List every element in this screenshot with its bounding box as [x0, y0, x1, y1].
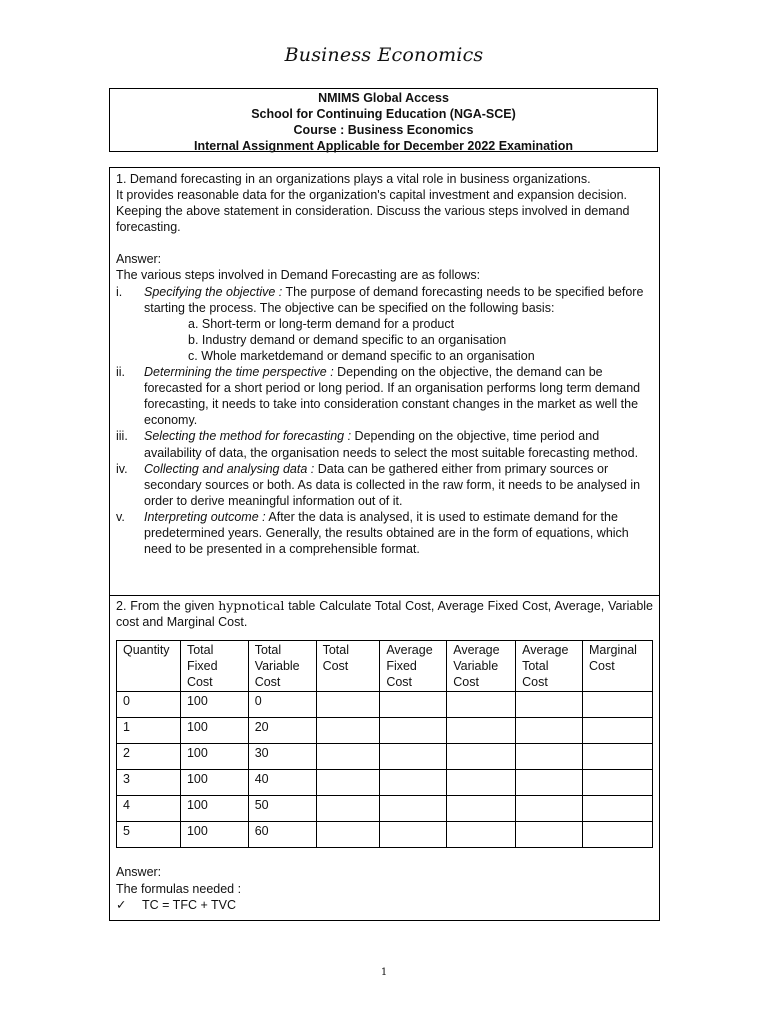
- q2-question-part1: 2. From the given: [116, 599, 219, 613]
- table-cell: [316, 822, 380, 848]
- column-header: Quantity: [117, 641, 181, 692]
- table-cell: [316, 744, 380, 770]
- table-cell: 100: [180, 796, 248, 822]
- step-text: After the data is analysed, it is used to estimate demand for the predetermined years. Generally, the results obtained are in the form of equations, which need to be presented in a comprehensible format.: [144, 509, 629, 557]
- table-cell: 30: [248, 744, 316, 770]
- step-item: [116, 509, 653, 557]
- q2-question-word: hypnotical: [218, 598, 285, 613]
- table-cell: [380, 822, 447, 848]
- table-cell: [316, 770, 380, 796]
- step-title: Interpreting outcome :: [144, 509, 266, 524]
- step-number: i.: [116, 284, 123, 299]
- table-cell: [583, 822, 653, 848]
- step-text: Depending on the objective, time period and availability of data, the organisation needs to select the most suitable forecasting method.: [144, 429, 639, 460]
- cost-table: [116, 640, 653, 848]
- step-number: iv.: [116, 461, 128, 476]
- table-cell: [583, 718, 653, 744]
- table-cell: 1: [117, 718, 181, 744]
- assignment-header: [109, 88, 658, 152]
- column-header: Average Variable Cost: [447, 641, 516, 692]
- table-row: [117, 796, 653, 822]
- q2-formulas-intro: The formulas needed :: [116, 881, 242, 896]
- table-cell: [516, 744, 583, 770]
- table-cell: [316, 692, 380, 718]
- step-number: iii.: [116, 429, 128, 444]
- step-title: Specifying the objective :: [144, 284, 283, 299]
- step-number: ii.: [116, 365, 126, 380]
- table-cell: 100: [180, 692, 248, 718]
- q1-question-line3: Keeping the above statement in consideration. Discuss the various steps involved in demand forecasting.: [116, 204, 630, 235]
- table-cell: 20: [248, 718, 316, 744]
- header-course: Course : Business Economics: [293, 123, 474, 137]
- column-header: Average Total Cost: [516, 641, 583, 692]
- table-cell: [316, 718, 380, 744]
- step-item: [116, 364, 653, 428]
- table-cell: 100: [180, 770, 248, 796]
- table-cell: [583, 796, 653, 822]
- step-number: v.: [116, 509, 125, 524]
- table-cell: [583, 744, 653, 770]
- table-cell: 40: [248, 770, 316, 796]
- table-row: [117, 692, 653, 718]
- table-cell: 50: [248, 796, 316, 822]
- header-school: School for Continuing Education (NGA-SCE): [251, 107, 516, 121]
- q1-answer-label: Answer:: [116, 252, 162, 267]
- table-cell: [516, 796, 583, 822]
- sub-item: b. Industry demand or demand specific to an organisation: [188, 332, 507, 347]
- step-item: [116, 428, 653, 460]
- table-cell: 2: [117, 744, 181, 770]
- step-text: The purpose of demand forecasting needs to be specified before starting the process. The objective can be specified on the following basis:: [144, 284, 644, 315]
- q2-question: [116, 598, 653, 630]
- header-institution: NMIMS Global Access: [318, 91, 449, 105]
- column-header: Marginal Cost: [583, 641, 653, 692]
- table-cell: [583, 692, 653, 718]
- formula-item: [116, 897, 653, 913]
- table-cell: 60: [248, 822, 316, 848]
- table-cell: 3: [117, 770, 181, 796]
- table-cell: [516, 822, 583, 848]
- table-row: [117, 770, 653, 796]
- table-cell: [447, 692, 516, 718]
- table-cell: [447, 796, 516, 822]
- table-cell: [516, 770, 583, 796]
- table-cell: [516, 718, 583, 744]
- table-cell: 100: [180, 822, 248, 848]
- table-cell: [380, 796, 447, 822]
- table-cell: 0: [117, 692, 181, 718]
- page-title: Business Economics: [284, 44, 484, 66]
- question-1-box: [109, 167, 660, 596]
- q1-intro: The various steps involved in Demand Forecasting are as follows:: [116, 268, 481, 283]
- step-title: Selecting the method for forecasting :: [144, 429, 352, 444]
- sub-item: a. Short-term or long-term demand for a product: [188, 316, 455, 331]
- header-exam: Internal Assignment Applicable for December 2022 Examination: [193, 139, 574, 153]
- column-header: Total Variable Cost: [248, 641, 316, 692]
- question-2-box: [109, 595, 660, 921]
- q2-answer-label: Answer:: [116, 865, 162, 880]
- table-row: [117, 822, 653, 848]
- step-item: [116, 461, 653, 509]
- column-header: Total Cost: [316, 641, 380, 692]
- table-cell: [380, 744, 447, 770]
- page-number: 1: [380, 967, 388, 978]
- formula-text: TC = TFC + TVC: [142, 897, 237, 912]
- table-cell: [380, 692, 447, 718]
- table-cell: 5: [117, 822, 181, 848]
- table-cell: [316, 796, 380, 822]
- table-cell: [380, 718, 447, 744]
- table-cell: [380, 770, 447, 796]
- table-cell: 100: [180, 718, 248, 744]
- step-title: Determining the time perspective :: [144, 365, 334, 380]
- table-cell: [447, 822, 516, 848]
- step-text: Data can be gathered either from primary sources or secondary sources or both. As data is collected in the raw form, it needs to be analysed in order to derive meaningful information out of it.: [144, 461, 641, 508]
- table-cell: [447, 770, 516, 796]
- q2-question-part2: table Calculate Total Cost, Average Fixed Cost, Average, Variable cost and Marginal Cost.: [116, 599, 653, 630]
- table-cell: [516, 692, 583, 718]
- sub-item: c. Whole marketdemand or demand specific to an organisation: [188, 348, 535, 363]
- table-cell: 4: [117, 796, 181, 822]
- table-header-row: [117, 641, 653, 692]
- table-row: [117, 744, 653, 770]
- q1-question-line2: It provides reasonable data for the organization's capital investment and expansion decision.: [116, 188, 628, 203]
- table-cell: [447, 718, 516, 744]
- step-title: Collecting and analysing data :: [144, 461, 315, 476]
- table-row: [117, 718, 653, 744]
- table-cell: 100: [180, 744, 248, 770]
- step-item: [116, 284, 653, 364]
- table-cell: [583, 770, 653, 796]
- column-header: Total Fixed Cost: [180, 641, 248, 692]
- table-cell: [447, 744, 516, 770]
- column-header: Average Fixed Cost: [380, 641, 447, 692]
- checkmark-icon: ✓: [116, 897, 127, 912]
- step-text: Depending on the objective, the demand can be forecasted for a short period or long period. If an organisation performs long term demand forecasting, it needs to take into consideration constant changes in the market as well the economy.: [144, 365, 641, 428]
- table-cell: 0: [248, 692, 316, 718]
- q1-question-line1: 1. Demand forecasting in an organizations plays a vital role in business organizations.: [116, 172, 591, 186]
